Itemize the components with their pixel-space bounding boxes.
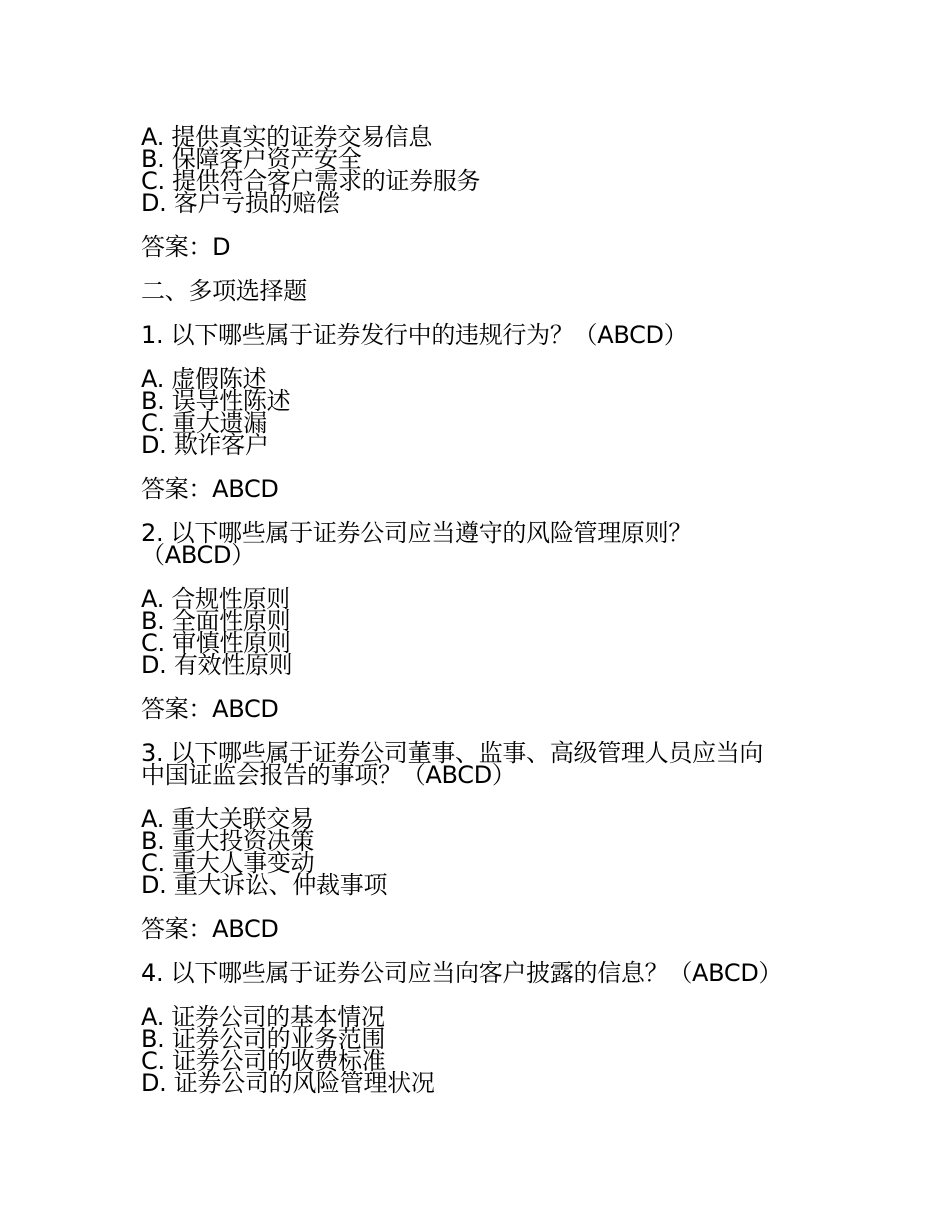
q2-option-b: B. 全面性原则 [141, 607, 291, 635]
q4-option-d: D. 证券公司的风险管理状况 [141, 1069, 435, 1097]
q0-option-a: A. 提供真实的证券交易信息 [141, 123, 433, 151]
q3-text-line2: 中国证监会报告的事项？（ABCD） [141, 761, 516, 789]
q2-option-d: D. 有效性原则 [141, 651, 293, 679]
q1-answer: 答案：ABCD [141, 475, 279, 503]
q4-text: 4. 以下哪些属于证券公司应当向客户披露的信息？（ABCD） [141, 959, 783, 987]
q2-option-a: A. 合规性原则 [141, 585, 290, 613]
q2-answer: 答案：ABCD [141, 695, 279, 723]
q2-text-line2: （ABCD） [141, 541, 255, 569]
q3-option-b: B. 重大投资决策 [141, 827, 315, 855]
q0-option-b: B. 保障客户资产安全 [141, 145, 362, 173]
q3-option-c: C. 重大人事变动 [141, 849, 315, 877]
q3-option-d: D. 重大诉讼、仲裁事项 [141, 871, 388, 899]
q4-options [141, 1003, 821, 1097]
q1-option-b: B. 误导性陈述 [141, 387, 291, 415]
q3-text-line1: 3. 以下哪些属于证券公司董事、监事、高级管理人员应当向 [141, 739, 764, 767]
q0-option-d: D. 客户亏损的赔偿 [141, 189, 340, 217]
q1-options [141, 365, 821, 459]
q1-option-a: A. 虚假陈述 [141, 365, 267, 393]
q4-option-c: C. 证券公司的收费标准 [141, 1047, 386, 1075]
q3-options [141, 805, 821, 899]
q1-option-d: D. 欺诈客户 [141, 431, 269, 459]
q0-options [141, 123, 821, 217]
section-title-multiple-choice: 二、多项选择题 [141, 277, 307, 305]
q1-option-c: C. 重大遗漏 [141, 409, 267, 437]
document-page [141, 123, 821, 1097]
q1-text: 1. 以下哪些属于证券发行中的违规行为？（ABCD） [141, 321, 688, 349]
q0-answer: 答案：D [141, 233, 231, 261]
q2-option-c: C. 审慎性原则 [141, 629, 291, 657]
q4-option-b: B. 证券公司的业务范围 [141, 1025, 386, 1053]
q2-text-line1: 2. 以下哪些属于证券公司应当遵守的风险管理原则？ [141, 519, 693, 547]
q3-answer: 答案：ABCD [141, 915, 279, 943]
q3-option-a: A. 重大关联交易 [141, 805, 314, 833]
q4-option-a: A. 证券公司的基本情况 [141, 1003, 385, 1031]
q2-options [141, 585, 821, 679]
q0-option-c: C. 提供符合客户需求的证券服务 [141, 167, 481, 195]
